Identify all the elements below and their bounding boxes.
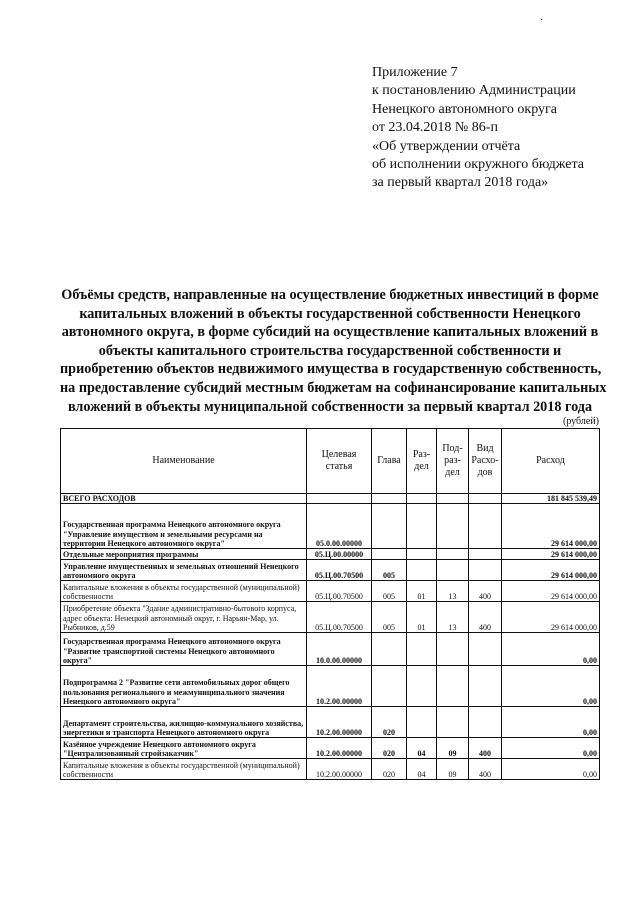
table-row (61, 707, 600, 738)
header-subsection: Под-раз-дел (437, 429, 469, 494)
cell-section (407, 707, 437, 738)
cell-amount: 181 845 539,49 (502, 494, 600, 504)
cell-section (407, 549, 437, 560)
cell-amount: 29 614 000,00 (502, 560, 600, 581)
title-line: автономного округа, в форме субсидий на осуществление капитальных вложений в (61, 324, 599, 341)
cell-section (407, 504, 437, 549)
cell-expense-type: 400 (469, 759, 502, 780)
cell-amount: 0,00 (502, 759, 600, 780)
cell-subsection (437, 666, 469, 707)
cell-expense-type: 400 (469, 602, 502, 633)
title-line: на предоставление субсидий местным бюджетам на софинансирование капитальных (60, 379, 607, 396)
cell-expense-type (469, 504, 502, 549)
appendix-block (372, 64, 632, 193)
cell-name: Капитальные вложения в объекты государственной (муниципальной) собственности (61, 759, 307, 780)
cell-subsection (437, 549, 469, 560)
cell-target: 10.2.00.00000 (307, 759, 372, 780)
appendix-line: к постановлению Администрации (372, 83, 576, 99)
cell-name: Государственная программа Ненецкого автономного округа "Развитие транспортной системы Ненецкого автономного округа" (61, 633, 307, 666)
header-chapter: Глава (372, 429, 407, 494)
cell-target: 10.0.00.00000 (307, 633, 372, 666)
cell-subsection: 13 (437, 581, 469, 602)
cell-target: 05.Ц.00.70500 (307, 602, 372, 633)
scan-dot: · (540, 15, 544, 26)
table-row (61, 759, 600, 780)
title-line: Объёмы средств, направленные на осуществление бюджетных инвестиций в форме (61, 287, 599, 303)
cell-name: Департамент строительства, жилищно-коммунального хозяйства, энергетики и транспорта Ненецкого автономного округа (61, 707, 307, 738)
appendix-line: Ненецкого автономного округа (372, 101, 557, 117)
cell-expense-type (469, 494, 502, 504)
cell-target: 10.2.00.00000 (307, 707, 372, 738)
cell-name: Управление имущественных и земельных отношений Ненецкого автономного округа (61, 560, 307, 581)
cell-chapter (372, 549, 407, 560)
cell-chapter: 005 (372, 581, 407, 602)
cell-section: 01 (407, 581, 437, 602)
cell-expense-type (469, 666, 502, 707)
header-section: Раз-дел (407, 429, 437, 494)
cell-amount: 29 614 000,00 (502, 504, 600, 549)
unit-label: (рублей) (562, 416, 599, 427)
cell-expense-type (469, 560, 502, 581)
title-line: приобретению объектов недвижимого имущества в государственную собственность, (60, 361, 602, 378)
cell-target: 05.Ц.00.70500 (307, 560, 372, 581)
cell-expense-type (469, 549, 502, 560)
document-title (60, 286, 607, 416)
cell-subsection (437, 494, 469, 504)
table-row (61, 738, 600, 759)
cell-name: Подпрограмма 2 "Развитие сети автомобильных дорог общего пользования регионального и межмуниципального значения Ненецкого автономного округа" (61, 666, 307, 707)
cell-name: ВСЕГО РАСХОДОВ (61, 494, 307, 504)
cell-amount: 29 614 000,00 (502, 602, 600, 633)
cell-target: 05.0.00.00000 (307, 504, 372, 549)
cell-amount: 0,00 (502, 738, 600, 759)
cell-chapter: 020 (372, 759, 407, 780)
cell-target (307, 494, 372, 504)
cell-expense-type: 400 (469, 738, 502, 759)
cell-section: 04 (407, 738, 437, 759)
cell-amount: 0,00 (502, 633, 600, 666)
table-row (61, 549, 600, 560)
cell-target: 05.Ц.00.70500 (307, 581, 372, 602)
cell-chapter (372, 494, 407, 504)
title-line: объекты капитального строительства государственной собственности и (98, 342, 562, 359)
table-row (61, 666, 600, 707)
cell-section (407, 633, 437, 666)
cell-subsection (437, 707, 469, 738)
cell-section (407, 666, 437, 707)
cell-subsection (437, 504, 469, 549)
cell-name: Капитальные вложения в объекты государственной (муниципальной) собственности (61, 581, 307, 602)
cell-expense-type (469, 707, 502, 738)
header-amount: Расход (502, 429, 600, 494)
cell-expense-type (469, 633, 502, 666)
cell-subsection: 09 (437, 759, 469, 780)
header-expense-type: Вид Расхо-дов (469, 429, 502, 494)
cell-name: Казённое учреждение Ненецкого автономного округа "Централизованный стройзаказчик" (61, 738, 307, 759)
cell-name: Приобретение объекта "Здание административно-бытового корпуса, адрес объекта: Ненецкий автономный округ, г. Нарьян-Мар, ул. Рыбников, д.59 (61, 602, 307, 633)
cell-chapter (372, 633, 407, 666)
cell-section: 04 (407, 759, 437, 780)
header-target: Целевая статья (307, 429, 372, 494)
cell-amount: 0,00 (502, 707, 600, 738)
cell-chapter: 005 (372, 560, 407, 581)
table-row (61, 581, 600, 602)
cell-amount: 29 614 000,00 (502, 581, 600, 602)
cell-name: Государственная программа Ненецкого автономного округа "Управление имуществом и земельными ресурсами на территории Ненецкого автономного округа" (61, 504, 307, 549)
cell-target: 10.2.00.00000 (307, 738, 372, 759)
header-row (61, 429, 600, 494)
title-line: вложений в объекты муниципальной собственности за первый квартал 2018 года (67, 398, 593, 415)
title-line: капитальных вложений в объекты государственной собственности Ненецкого (79, 305, 581, 322)
cell-subsection: 09 (437, 738, 469, 759)
cell-section: 01 (407, 602, 437, 633)
table-row (61, 504, 600, 549)
table-row (61, 633, 600, 666)
cell-subsection (437, 633, 469, 666)
cell-amount: 0,00 (502, 666, 600, 707)
table-row (61, 494, 600, 504)
header-name: Наименование (61, 429, 307, 494)
cell-amount: 29 614 000,00 (502, 549, 600, 560)
cell-chapter: 005 (372, 602, 407, 633)
cell-subsection: 13 (437, 602, 469, 633)
appendix-line: «Об утверждении отчёта (372, 138, 521, 154)
table-row (61, 560, 600, 581)
cell-section (407, 494, 437, 504)
table-row (61, 602, 600, 633)
cell-expense-type: 400 (469, 581, 502, 602)
cell-subsection (437, 560, 469, 581)
cell-chapter (372, 504, 407, 549)
cell-target: 05.Ц.00.00000 (307, 549, 372, 560)
cell-chapter: 020 (372, 738, 407, 759)
appendix-line: Приложение 7 (372, 65, 458, 80)
cell-chapter (372, 666, 407, 707)
cell-section (407, 560, 437, 581)
cell-chapter: 020 (372, 707, 407, 738)
cell-target: 10.2.00.00000 (307, 666, 372, 707)
cell-name: Отдельные мероприятия программы (61, 549, 307, 560)
appendix-line: об исполнении окружного бюджета (372, 157, 584, 173)
expenses-table (60, 428, 600, 780)
appendix-line: за первый квартал 2018 года» (372, 175, 549, 191)
appendix-line: от 23.04.2018 № 86-п (372, 120, 498, 136)
